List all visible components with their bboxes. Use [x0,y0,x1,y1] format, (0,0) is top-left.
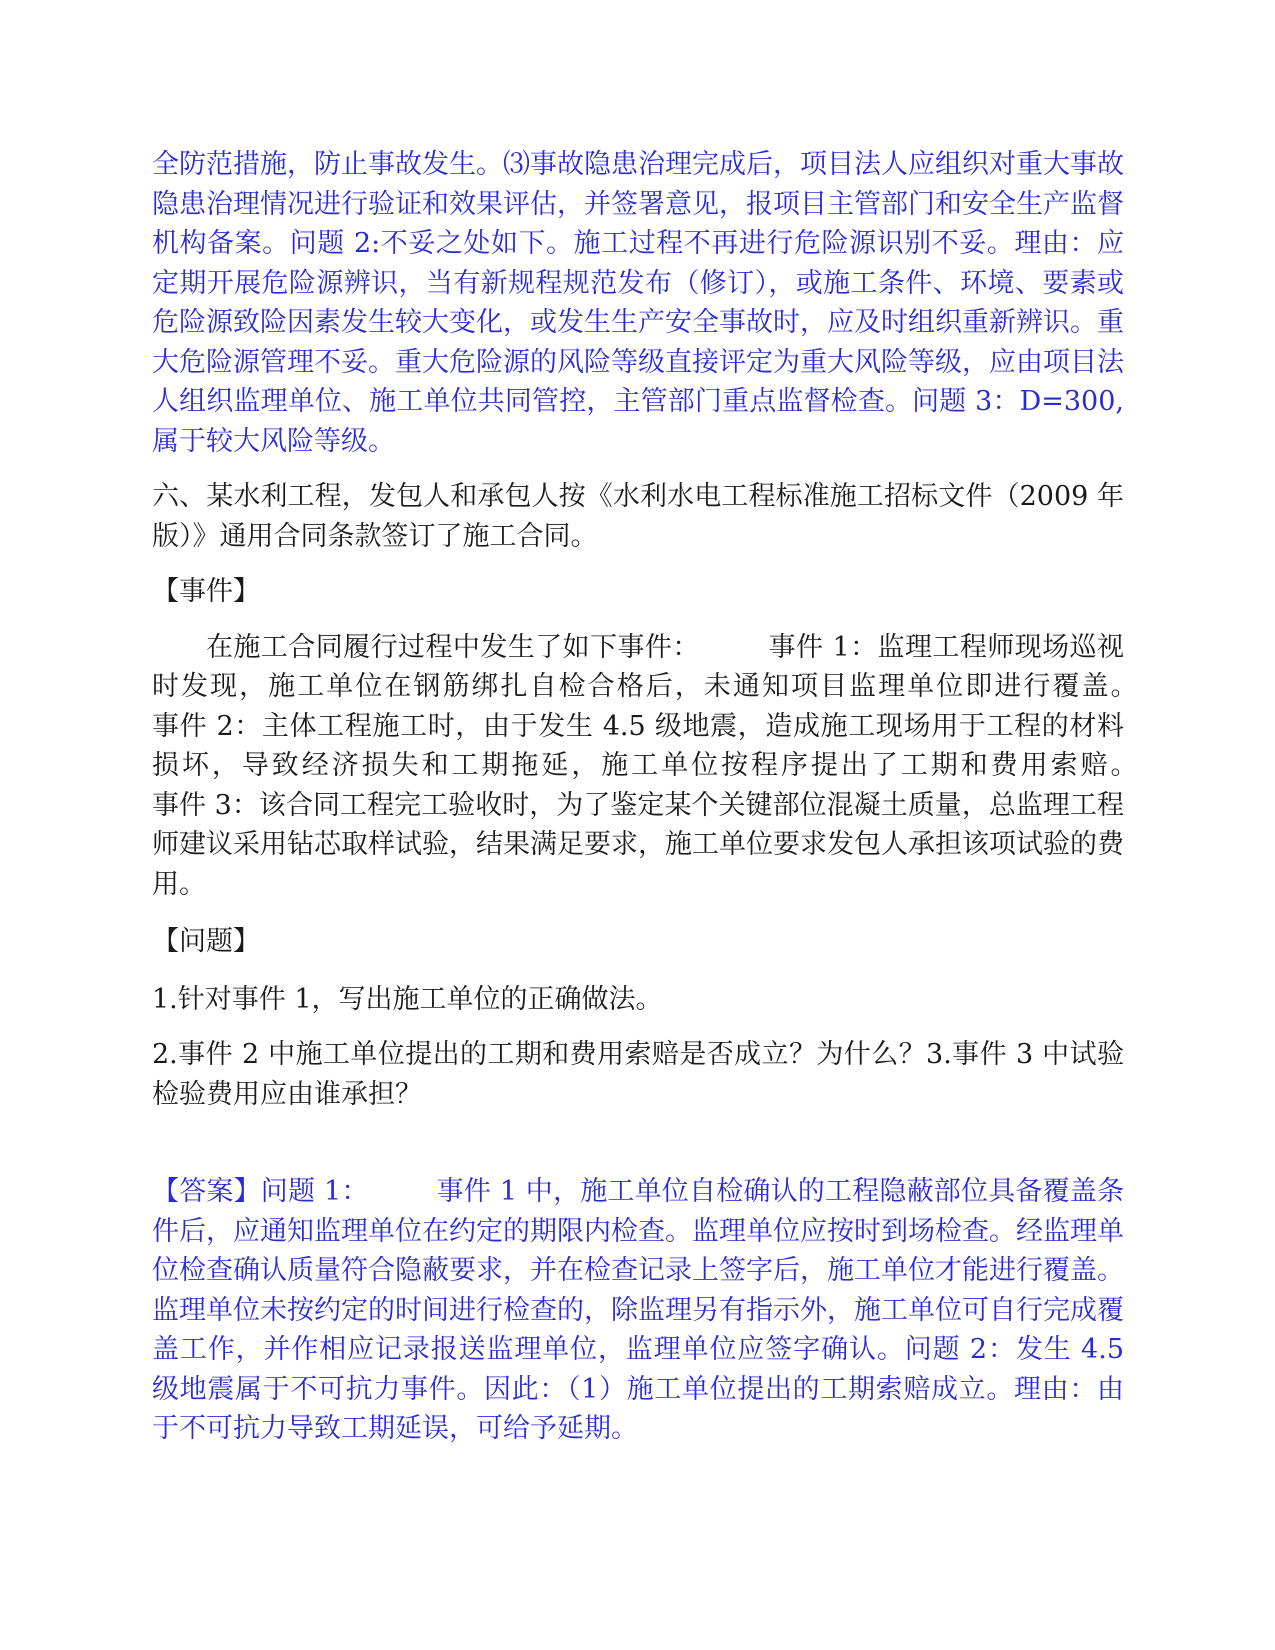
questions-heading: 【问题】 [152,926,260,957]
document-page [152,145,1205,1449]
question-6-intro: 六、某水利工程，发包人和承包人按《水利水电工程标准施工招标文件（2009 年版）》通用合同条款签订了施工合同。 [152,481,1124,552]
question-1: 1.针对事件 1，写出施工单位的正确做法。 [152,983,663,1015]
answer-paragraph: 【答案】问题 1： 事件 1 中，施工单位自检确认的工程隐蔽部位具备覆盖条件后，应通知监理单位在约定的期限内检查。监理单位应按时到场检查。经监理单位检查确认质量符合隐蔽要求，并在检查记录上签字后，施工单位才能进行覆盖。监理单位未按约定的时间进行检查的，除监理另有指示外，施工单位可自行完成覆盖工作，并作相应记录报送监理单位，监理单位应签字确认。问题 2：发生 4.5 级地震属于不可抗力事件。因此：（1）施工单位提出的工期索赔成立。理由：由于不可抗力导致工期延误，可给予延期。 [152,1176,1124,1444]
events-heading: 【事件】 [152,576,260,607]
events-paragraph: 在施工合同履行过程中发生了如下事件： 事件 1：监理工程师现场巡视时发现，施工单位在钢筋绑扎自检合格后，未通知项目监理单位即进行覆盖。 事件 2：主体工程施工时，由于发生 4.5 级地震，造成施工现场用于工程的材料损坏，导致经济损失和工期拖延，施工单位按程序提出了工期和费用索赔。 事件 3：该合同工程完工验收时，为了鉴定某个关键部位混凝土质量，总监理工程师建议采用钻芯取样试验，结果满足要求，施工单位要求发包人承担该项试验的费用。 [152,631,1205,900]
question-2-3: 2.事件 2 中施工单位提出的工期和费用索赔是否成立？为什么？3.事件 3 中试验检验费用应由谁承担？ [152,1039,1124,1110]
previous-answer-continuation: 全防范措施，防止事故发生。⑶事故隐患治理完成后，项目法人应组织对重大事故隐患治理情况进行验证和效果评估，并签署意见，报项目主管部门和安全生产监督机构备案。问题 2:不妥之处如下。施工过程不再进行危险源识别不妥。理由：应定期开展危险源辨识，当有新规程规范发布（修订），或施工条件、环境、要素或危险源致险因素发生较大变化，或发生生产安全事故时，应及时组织重新辨识。重大危险源管理不妥。重大危险源的风险等级直接评定为重大风险等级，应由项目法人组织监理单位、施工单位共同管控，主管部门重点监督检查。问题 3：D=300,属于较大风险等级。 [152,149,1124,457]
